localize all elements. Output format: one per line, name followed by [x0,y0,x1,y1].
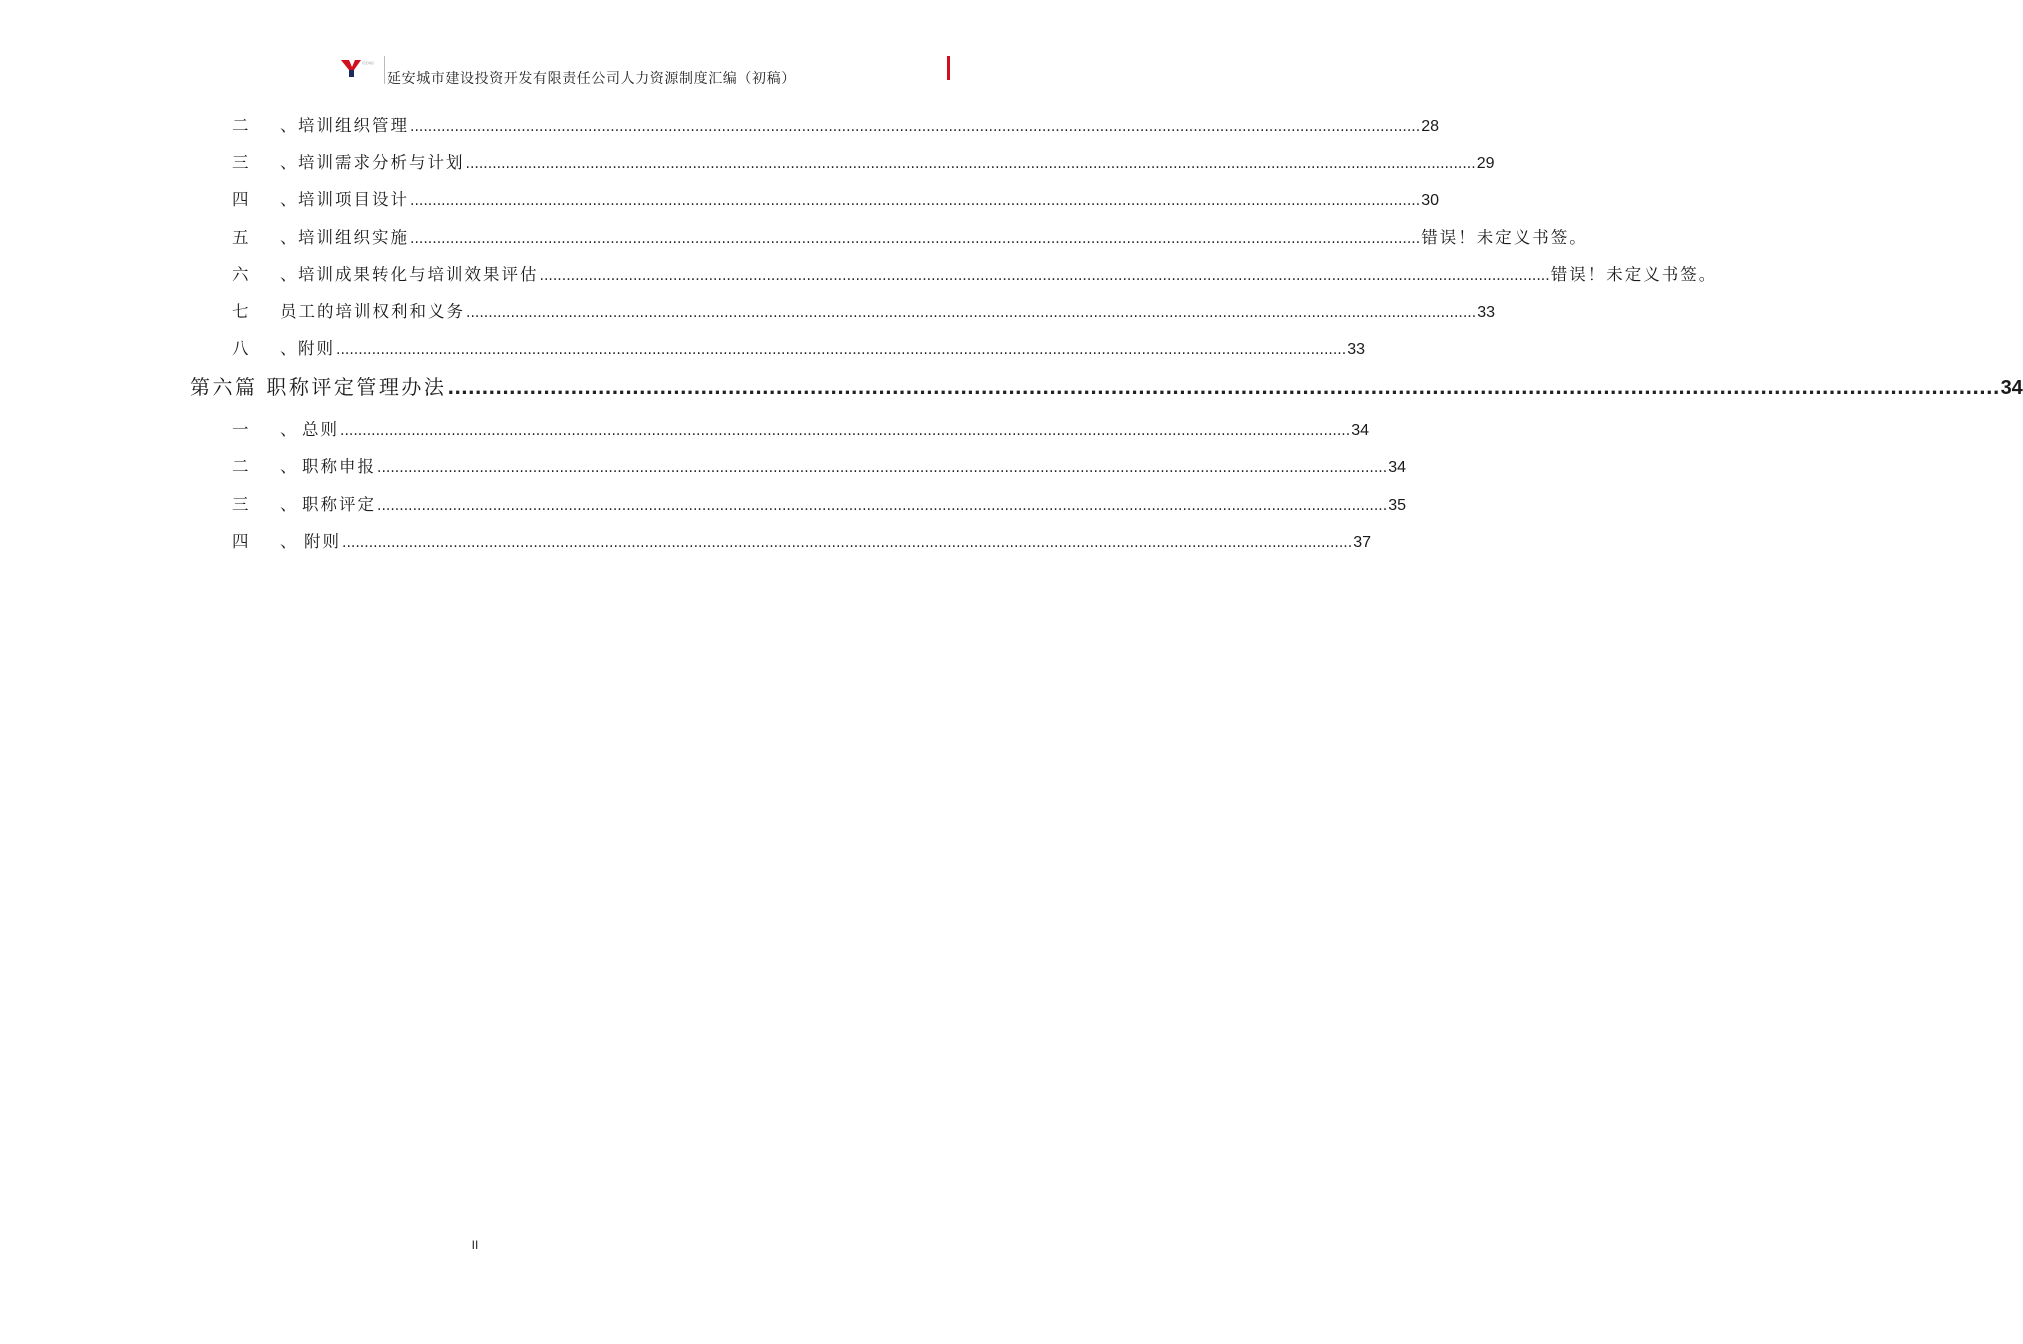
toc-entry[interactable] [232,528,1371,556]
toc-entry-separator: 、 [280,228,299,247]
toc-leader-dots: ................................................................................................................................................................................................................................... [342,535,1353,551]
toc-entry-page: 34 [1351,422,1369,439]
toc-part-page: 34 [2000,377,2023,399]
toc-entry[interactable] [232,453,1406,481]
toc-entry-number: 二 [232,457,251,476]
toc-entry[interactable] [232,224,1588,252]
toc-part-heading[interactable] [190,371,2023,399]
toc-entry-page: 35 [1388,497,1406,514]
toc-entry-page: 37 [1353,534,1371,551]
toc-leader-dots: ................................................................................................................................................................................................................................... [410,231,1421,247]
toc-entry[interactable] [232,416,1369,444]
toc-entry-title: 附则 [298,339,335,358]
toc-entry[interactable] [232,491,1406,519]
toc-entry-separator: 、 [280,190,299,209]
toc-leader-dots: ................................................................................................................................................................................................................................... [340,423,1351,439]
toc-entry-title: 培训组织实施 [298,228,409,247]
toc-entry-number: 四 [232,190,251,209]
toc-entry-page: 29 [1476,155,1495,172]
toc-entry-page-error: 错误！未定义书签。 [1421,228,1588,247]
toc-entry-separator: 、 [280,339,299,358]
toc-entry[interactable] [232,186,1439,214]
toc-entry-page-error: 错误！未定义书签。 [1550,265,1718,284]
toc-entry-title: 职称申报 [302,457,376,476]
toc-entry-page: 30 [1421,192,1439,209]
document-title: 延安城市建设投资开发有限责任公司人力资源制度汇编（初稿） [387,71,796,87]
toc-entry-number: 一 [232,420,251,439]
page-number: II [471,1238,479,1252]
toc-entry-page: 33 [1477,304,1495,321]
toc-entry-separator: 、 [280,495,299,514]
toc-leader-dots: ................................................................................................................................................................................................................................... [410,119,1421,135]
toc-entry-number: 八 [232,339,251,358]
toc-leader-dots: ................................................................................................................................................................................................................................... [410,193,1421,209]
toc-entry-title: 培训需求分析与计划 [298,153,465,172]
toc-entry[interactable] [232,335,1365,363]
toc-entry-number: 七 [232,302,251,321]
toc-entry-separator: 、 [280,116,299,135]
toc-entry-title: 培训组织管理 [298,116,409,135]
toc-leader-dots: ................................................................................................................................................................................................................................... [377,498,1388,514]
toc-leader-dots: ................................................................................................................................................................................................................................... [465,156,1476,172]
toc-leader-dots: ................................................................................................................................................................................................................................... [377,460,1388,476]
toc-entry-number: 三 [232,153,251,172]
toc-entry-number: 四 [232,532,251,551]
toc-entry-number: 六 [232,265,251,284]
toc-entry[interactable] [232,112,1439,140]
toc-entry-separator: 、 [280,532,299,551]
toc-entry-number: 二 [232,116,251,135]
toc-leader-dots: ................................................................................................................................................................................................................................... [466,305,1477,321]
toc-entry-title: 员工的培训权利和义务 [280,302,465,321]
logo-text: 延安城投 [362,61,375,65]
toc-entry-separator: 、 [280,420,299,439]
toc-entry-page: 28 [1421,118,1439,135]
toc-entry-title: 职称评定 [302,495,376,514]
toc-entry-separator: 、 [280,457,299,476]
toc-entry-number: 三 [232,495,251,514]
toc-leader-dots: ................................................................................................................................................................................................................................... [336,342,1347,358]
toc-entry[interactable] [232,261,1718,289]
toc-entry-title: 培训项目设计 [298,190,409,209]
toc-entry[interactable] [232,298,1495,326]
toc-part-title: 第六篇 职称评定管理办法 [190,375,447,399]
toc-entry-separator: 、 [280,265,299,284]
toc-leader-dots: ................................................................................................................................................................................................................................... [447,378,2000,399]
toc-entry-title: 总则 [302,420,339,439]
toc-entry-title: 附则 [304,532,341,551]
toc-entry-page: 33 [1347,341,1365,358]
toc-leader-dots: ................................................................................................................................................................................................................................... [539,268,1550,284]
toc-entry-number: 五 [232,228,251,247]
toc-entry-page: 34 [1388,459,1406,476]
toc-entry[interactable] [232,149,1495,177]
toc-entry-separator: 、 [280,153,299,172]
toc-entry-title: 培训成果转化与培训效果评估 [298,265,539,284]
